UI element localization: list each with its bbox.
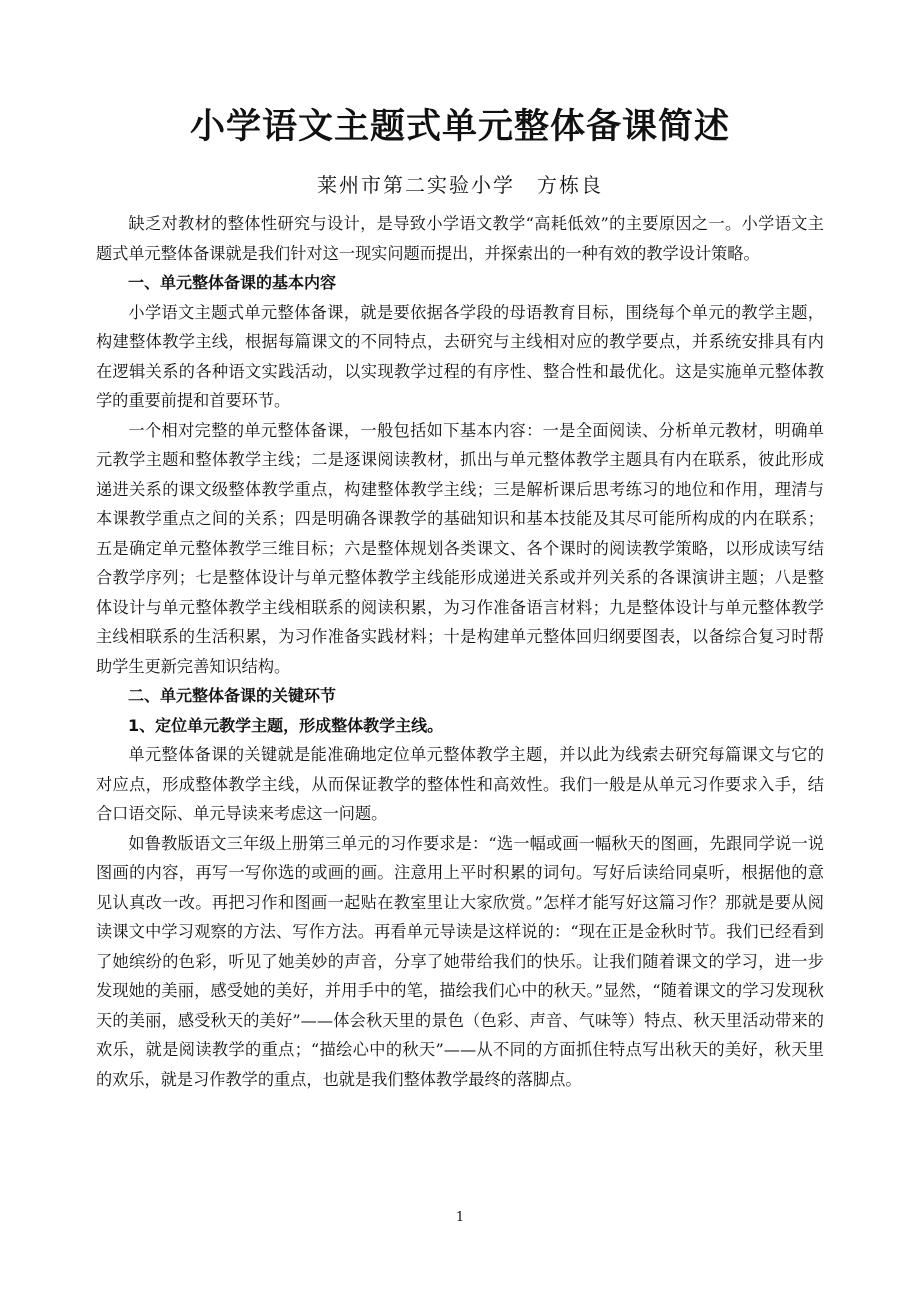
paragraph-intro: 缺乏对教材的整体性研究与设计，是导致小学语文教学“高耗低效”的主要原因之一。小学语文主题式单元整体备课就是我们针对这一现实问题而提出，并探索出的一种有效的教学设计策略。 xyxy=(96,214,824,263)
author-school: 莱州市第二实验小学 xyxy=(317,173,515,197)
section-heading-1: 一、单元整体备课的基本内容 xyxy=(128,273,337,292)
subsection-heading-1: 1、定位单元教学主题，形成整体教学主线。 xyxy=(128,715,444,735)
paragraph: 单元整体备课的关键就是能准确地定位单元整体教学主题，并以此为线索去研究每篇课文与它的对应点，形成整体教学主线，从而保证教学的整体性和高效性。我们一般是从单元习作要求入手，结合口语交际、单元导读来考虑这一问题。 xyxy=(96,745,824,823)
paragraph: 小学语文主题式单元整体备课，就是要依据各学段的母语教育目标，围绕每个单元的教学主题，构建整体教学主线，根据每篇课文的不同特点，去研究与主线相对应的教学要点，并系统安排具有内在逻辑关系的各种语文实践活动，以实现教学过程的有序性、整合性和最优化。这是实施单元整体教学的重要前提和首要环节。 xyxy=(96,302,824,410)
paragraph: 一个相对完整的单元整体备课，一般包括如下基本内容：一是全面阅读、分析单元教材，明确单元教学主题和整体教学主线；二是逐课阅读教材，抓出与单元整体教学主题具有内在联系，彼此形成递进关系的课文级整体教学重点，构建整体教学主线；三是解析课后思考练习的地位和作用，理清与本课教学重点之间的关系；四是明确各课教学的基础知识和基本技能及其尽可能所构成的内在联系；五是确定单元整体教学三维目标；六是整体规划各类课文、各个课时的阅读教学策略，以形成读写结合教学序列；七是整体设计与单元整体教学主线能形成递进关系或并列关系的各课演讲主题；八是整体设计与单元整体教学主线相联系的阅读积累，为习作准备语言材料；九是整体设计与单元整体教学主线相联系的生活积累，为习作准备实践材料；十是构建单元整体回归纲要图表，以备综合复习时帮助学生更新完善知识结构。 xyxy=(96,420,824,676)
section-heading-2: 二、单元整体备课的关键环节 xyxy=(128,686,337,705)
page-title: 小学语文主题式单元整体备课简述 xyxy=(189,106,730,147)
document-body xyxy=(96,209,824,1094)
page-number: 1 xyxy=(455,1210,465,1225)
author-line xyxy=(0,170,920,200)
author-name: 方栋良 xyxy=(537,173,603,197)
paragraph: 如鲁教版语文三年级上册第三单元的习作要求是：“选一幅或画一幅秋天的图画，先跟同学说一说图画的内容，再写一写你选的或画的画。注意用上平时积累的词句。写好后读给同桌听，根据他的意见认真改一改。再把习作和图画一起贴在教室里让大家欣赏。”怎样才能写好这篇习作？那就是要从阅读课文中学习观察的方法、写作方法。再看单元导读是这样说的：“现在正是金秋时节。我们已经看到了她缤纷的色彩，听见了她美妙的声音，分享了她带给我们的快乐。让我们随着课文的学习，进一步发现她的美丽，感受她的美好，并用手中的笔，描绘我们心中的秋天。”显然，“随着课文的学习发现秋天的美丽，感受秋天的美好”——体会秋天里的景色（色彩、声音、气味等）特点、秋天里活动带来的欢乐，就是阅读教学的重点；“描绘心中的秋天”——从不同的方面抓住特点写出秋天的美好，秋天里的欢乐，就是习作教学的重点，也就是我们整体教学最终的落脚点。 xyxy=(96,833,824,1089)
